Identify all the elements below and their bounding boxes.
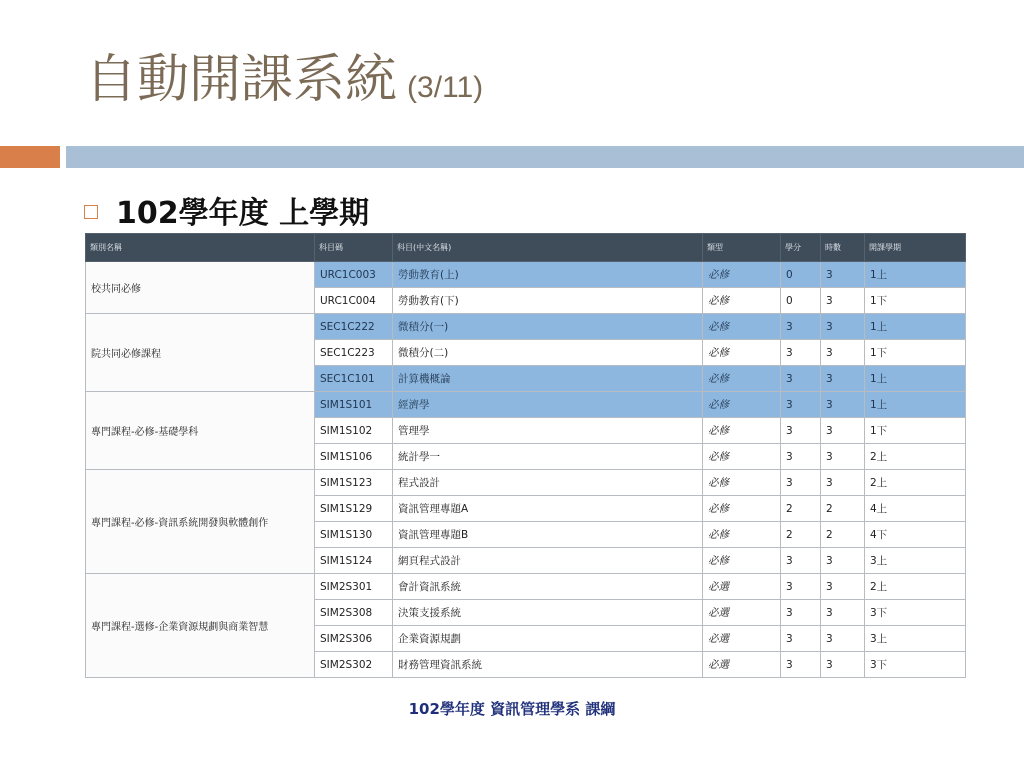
course-name: 決策支援系統 [393,600,703,626]
course-hours: 3 [821,366,865,392]
course-name: 微積分(一) [393,314,703,340]
course-hours: 3 [821,418,865,444]
course-name: 資訊管理專題B [393,522,703,548]
course-hours: 3 [821,392,865,418]
course-code: SIM2S308 [315,600,393,626]
category-cell: 專門課程-必修-基礎學科 [86,392,315,470]
category-cell: 專門課程-必修-資訊系統開發與軟體創作 [86,470,315,574]
header-course-name: 科目(中文名稱) [393,234,703,262]
course-code: SEC1C222 [315,314,393,340]
course-type: 必修 [703,548,781,574]
course-code: SEC1C223 [315,340,393,366]
course-hours: 2 [821,522,865,548]
course-name: 會計資訊系統 [393,574,703,600]
course-code: SIM2S302 [315,652,393,678]
course-code: SEC1C101 [315,366,393,392]
course-semester: 1上 [865,314,966,340]
course-credits: 2 [781,522,821,548]
course-code: SIM2S301 [315,574,393,600]
course-code: SIM1S130 [315,522,393,548]
table-row [86,262,966,288]
course-hours: 3 [821,314,865,340]
course-semester: 2上 [865,444,966,470]
course-code: SIM1S102 [315,418,393,444]
course-type: 必修 [703,366,781,392]
accent-bar-blue [66,146,1024,168]
slide-title-text: 自動開課系統 [85,50,398,110]
category-cell: 院共同必修課程 [86,314,315,392]
course-code: SIM1S101 [315,392,393,418]
course-credits: 3 [781,340,821,366]
header-category: 類別名稱 [86,234,315,262]
course-type: 必選 [703,626,781,652]
course-credits: 3 [781,548,821,574]
course-type: 必選 [703,600,781,626]
course-name: 資訊管理專題A [393,496,703,522]
course-hours: 3 [821,574,865,600]
course-semester: 4上 [865,496,966,522]
table-row [86,574,966,600]
table-row [86,392,966,418]
course-semester: 2上 [865,470,966,496]
square-bullet-icon [84,205,98,219]
course-credits: 3 [781,574,821,600]
course-hours: 3 [821,470,865,496]
course-name: 微積分(二) [393,340,703,366]
course-type: 必修 [703,392,781,418]
course-credits: 3 [781,392,821,418]
course-hours: 3 [821,600,865,626]
course-hours: 3 [821,626,865,652]
course-credits: 2 [781,496,821,522]
course-code: SIM2S306 [315,626,393,652]
course-hours: 3 [821,288,865,314]
course-type: 必修 [703,470,781,496]
course-code: SIM1S129 [315,496,393,522]
semester-heading: 102學年度 上學期 [116,196,370,231]
course-code: SIM1S124 [315,548,393,574]
course-credits: 3 [781,444,821,470]
course-type: 必修 [703,444,781,470]
course-name: 管理學 [393,418,703,444]
category-cell: 校共同必修 [86,262,315,314]
curriculum-table [85,233,966,678]
slide-title [85,44,483,124]
course-credits: 0 [781,288,821,314]
course-name: 勞動教育(下) [393,288,703,314]
header-type: 類型 [703,234,781,262]
course-semester: 1下 [865,340,966,366]
course-name: 統計學一 [393,444,703,470]
course-code: SIM1S123 [315,470,393,496]
course-credits: 3 [781,600,821,626]
course-semester: 1上 [865,262,966,288]
course-name: 勞動教育(上) [393,262,703,288]
course-code: URC1C003 [315,262,393,288]
course-hours: 2 [821,496,865,522]
course-hours: 3 [821,340,865,366]
course-type: 必修 [703,288,781,314]
course-name: 計算機概論 [393,366,703,392]
course-type: 必修 [703,496,781,522]
header-code: 科目碼 [315,234,393,262]
course-semester: 1上 [865,366,966,392]
course-credits: 3 [781,652,821,678]
course-name: 程式設計 [393,470,703,496]
header-hours: 時數 [821,234,865,262]
course-semester: 2上 [865,574,966,600]
course-semester: 1上 [865,392,966,418]
course-type: 必修 [703,418,781,444]
course-type: 必修 [703,522,781,548]
table-header-row [86,234,966,262]
table-row [86,314,966,340]
course-semester: 3下 [865,600,966,626]
course-hours: 3 [821,262,865,288]
slide-title-page: (3/11) [407,71,484,104]
course-type: 必修 [703,340,781,366]
course-hours: 3 [821,548,865,574]
course-type: 必選 [703,652,781,678]
course-hours: 3 [821,444,865,470]
course-code: URC1C004 [315,288,393,314]
accent-bar-orange [0,146,60,168]
course-type: 必修 [703,314,781,340]
course-name: 經濟學 [393,392,703,418]
course-hours: 3 [821,652,865,678]
table-caption: 102學年度 資訊管理學系 課綱 [408,700,616,718]
course-name: 網頁程式設計 [393,548,703,574]
table-body [86,262,966,678]
course-semester: 4下 [865,522,966,548]
course-credits: 0 [781,262,821,288]
course-credits: 3 [781,314,821,340]
header-credits: 學分 [781,234,821,262]
category-cell: 專門課程-選修-企業資源規劃與商業智慧 [86,574,315,678]
course-semester: 3上 [865,626,966,652]
course-name: 財務管理資訊系統 [393,652,703,678]
course-semester: 3上 [865,548,966,574]
course-credits: 3 [781,418,821,444]
course-semester: 1下 [865,288,966,314]
course-code: SIM1S106 [315,444,393,470]
course-credits: 3 [781,366,821,392]
course-type: 必修 [703,262,781,288]
course-credits: 3 [781,470,821,496]
course-name: 企業資源規劃 [393,626,703,652]
course-semester: 1下 [865,418,966,444]
course-type: 必選 [703,574,781,600]
header-semester: 開課學期 [865,234,966,262]
table-row [86,470,966,496]
course-semester: 3下 [865,652,966,678]
course-credits: 3 [781,626,821,652]
